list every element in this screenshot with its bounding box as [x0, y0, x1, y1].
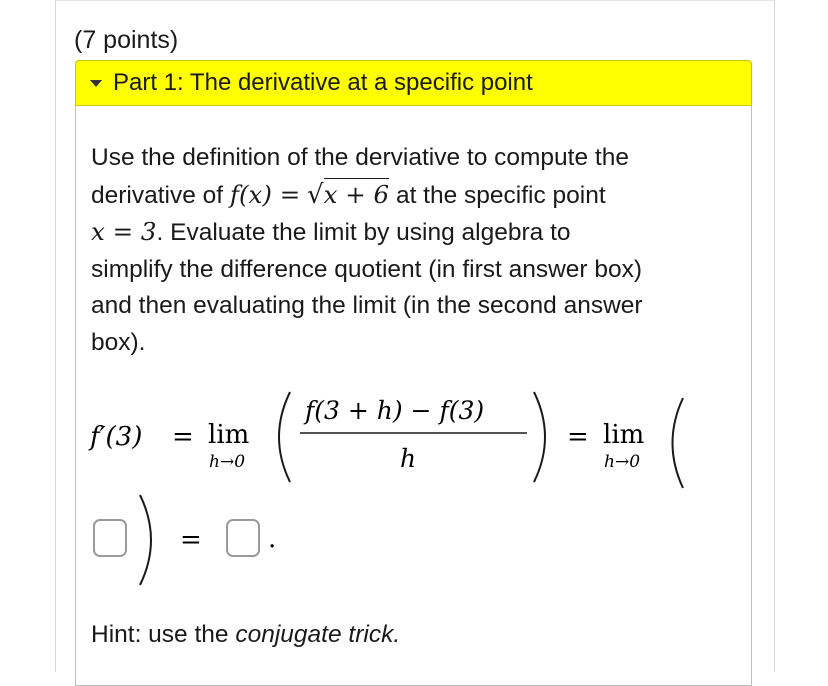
problem-text: . Evaluate the limit by using algebra to — [156, 219, 571, 246]
problem-line-5: and then evaluating the limit (in the second answer — [91, 292, 643, 319]
problem-line-1: Use the definition of the derviative to compute the — [91, 144, 629, 171]
radicand: x + 6 — [323, 179, 390, 209]
equals-sign-3: = — [180, 525, 202, 555]
fraction-numerator: f(3 + h) − f(3) — [305, 396, 485, 425]
equals-sign-1: = — [172, 422, 194, 452]
radical-sign: √ — [307, 179, 324, 210]
part-1-header[interactable] — [75, 60, 752, 106]
part-title: Part 1: The derivative at a specific point — [113, 69, 533, 96]
equals-sign-2: = — [567, 422, 589, 452]
problem-line-4: simplify the difference quotient (in first answer box) — [91, 255, 643, 283]
derivative-lhs: f′(3) — [90, 422, 143, 452]
problem-statement — [91, 140, 736, 361]
limit-subscript-1: h→0 — [209, 452, 246, 472]
limit-subscript-2: h→0 — [604, 452, 641, 472]
points-label: (7 points) — [74, 26, 179, 54]
equation-period: . — [268, 524, 277, 554]
limit-operator-2: lim — [603, 420, 645, 450]
function-definition: f(x) = — [229, 179, 301, 209]
fraction-denominator: h — [400, 444, 417, 473]
answer-box-2[interactable] — [226, 519, 260, 557]
point-value: x = 3 — [91, 217, 157, 246]
hint-prefix: Hint: use the — [91, 621, 236, 648]
limit-operator-1: lim — [208, 420, 250, 450]
problem-text: derivative of — [91, 181, 230, 209]
hint-emphasis: conjugate trick. — [235, 621, 401, 648]
sqrt-expression — [307, 177, 389, 215]
problem-line-3 — [91, 214, 736, 252]
hint-text — [91, 621, 400, 649]
problem-text: at the specific point — [389, 181, 606, 209]
problem-line-6: box). — [91, 328, 146, 356]
problem-line-2 — [91, 177, 736, 215]
answer-box-1[interactable] — [93, 519, 127, 557]
caret-down-icon[interactable] — [90, 80, 102, 87]
